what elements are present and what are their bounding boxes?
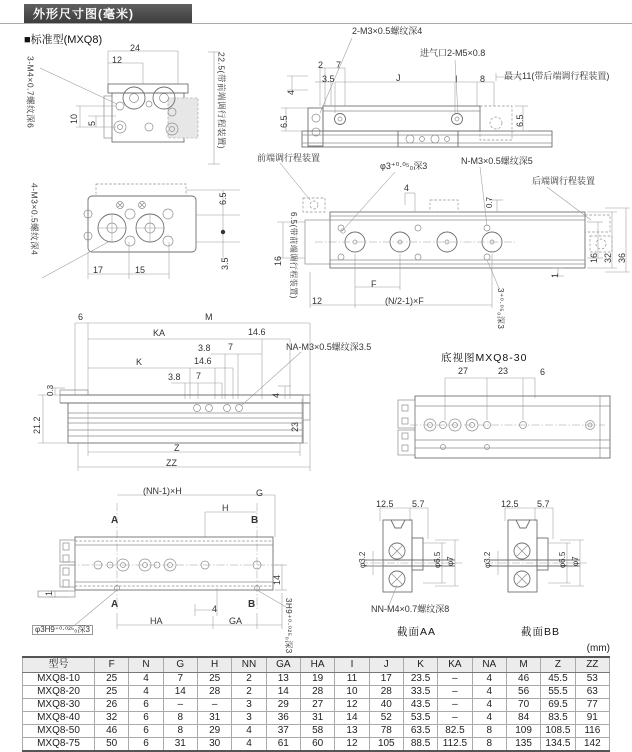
column-header: K [403, 657, 437, 673]
value-cell: 12 [335, 699, 369, 712]
value-cell: 63 [575, 686, 609, 699]
value-cell: 6 [129, 712, 163, 725]
value-cell: 30 [197, 738, 231, 752]
value-cell: 14 [335, 712, 369, 725]
dim-label: 17 [93, 265, 104, 275]
value-cell: 45.5 [541, 673, 575, 686]
value-cell: 108.5 [541, 725, 575, 738]
dim-label: 10 [69, 113, 79, 124]
value-cell: 2 [232, 673, 266, 686]
value-cell: – [438, 673, 472, 686]
end-view-drawing [20, 44, 270, 172]
value-cell: 26 [95, 699, 129, 712]
column-header: H [197, 657, 231, 673]
value-cell: 63.5 [403, 725, 437, 738]
dim-label: 6 [78, 312, 84, 322]
rear-adjuster-note: 后端调行程装置 [532, 176, 596, 186]
value-cell: 134.5 [541, 738, 575, 752]
dim-label: 14.6 [194, 356, 212, 366]
value-cell: 3 [232, 699, 266, 712]
section-marker: B [248, 599, 256, 610]
drawing-title: 底视图MXQ8-30 [441, 352, 528, 364]
value-cell: 29 [266, 699, 300, 712]
value-cell: 4 [472, 712, 506, 725]
dim-label: 14.6 [248, 327, 266, 337]
side-view-drawing [275, 25, 632, 170]
value-cell: 2 [232, 686, 266, 699]
value-cell: 56 [506, 686, 540, 699]
dim-label: 3.8 [168, 372, 181, 382]
value-cell: 4 [232, 738, 266, 752]
dim-label: 5.7 [412, 499, 425, 509]
column-header: HA [300, 657, 334, 673]
value-cell: 53.5 [403, 712, 437, 725]
column-header: N [129, 657, 163, 673]
value-cell: 12 [335, 738, 369, 752]
dim-label: 12.5 [501, 499, 519, 509]
value-cell: 116 [575, 725, 609, 738]
value-cell: 13 [335, 725, 369, 738]
value-cell: 28 [300, 686, 334, 699]
dim-label: 6.5 [218, 192, 228, 205]
table-row [23, 699, 610, 712]
value-cell: 8 [472, 725, 506, 738]
value-cell: 31 [300, 712, 334, 725]
table-row [23, 738, 610, 752]
value-cell: 82.5 [438, 725, 472, 738]
column-header: KA [438, 657, 472, 673]
value-cell: 13 [266, 673, 300, 686]
value-cell: 17 [369, 673, 403, 686]
dim-label: 32 [603, 252, 613, 263]
value-cell: 142 [575, 738, 609, 752]
value-cell: 28 [369, 686, 403, 699]
dim-label: 6 [540, 367, 546, 377]
dim-label: G [256, 488, 264, 498]
dim-label: 1 [550, 272, 560, 278]
table-row [23, 686, 610, 699]
dim-label: 12 [312, 296, 323, 306]
column-header: GA [266, 657, 300, 673]
value-cell: 112.5 [438, 738, 472, 752]
length-view-drawing [25, 310, 375, 478]
value-cell: 14 [163, 686, 197, 699]
column-header: NN [232, 657, 266, 673]
dim-label: 1 [44, 590, 54, 596]
dim-label: 4 [286, 89, 296, 95]
value-cell: 77 [575, 699, 609, 712]
dim-label: M [205, 312, 213, 322]
header-rule [0, 23, 632, 24]
value-cell: 14 [266, 686, 300, 699]
value-cell: 83.5 [541, 712, 575, 725]
value-cell: 78 [369, 725, 403, 738]
dim-label: 3.5 [220, 257, 230, 270]
dim-label: ZZ [166, 458, 177, 468]
value-cell: 40 [369, 699, 403, 712]
value-cell: 28 [197, 686, 231, 699]
thread-note: 3-M4×0.7螺纹深6 [25, 56, 36, 129]
value-cell: 55.5 [541, 686, 575, 699]
dim-label: 0.3 [46, 384, 55, 396]
dim-label: (NN-1)×H [143, 486, 182, 496]
thread-note: 2-M3×0.5螺纹深4 [352, 26, 423, 36]
spec-table [22, 656, 610, 752]
column-header: ZZ [575, 657, 609, 673]
dim-label: 2 [318, 60, 324, 70]
value-cell: 6 [129, 699, 163, 712]
dim-label: φ6.5 [558, 551, 567, 568]
dim-label: 7 [336, 60, 342, 70]
hole-note: φ3⁺⁰·⁰⁵₀深3 [380, 161, 428, 171]
dim-label: Z [174, 443, 180, 453]
value-cell: 11 [335, 673, 369, 686]
value-cell: 4 [232, 725, 266, 738]
value-cell: 109 [506, 725, 540, 738]
dim-label: (N/2-1)×F [385, 296, 424, 306]
dim-label: 6.5 [279, 115, 289, 128]
key-note: 3H9⁺⁰·⁰²⁵₀深3 [284, 598, 293, 654]
page-title: 外形尺寸图(毫米) [33, 7, 134, 21]
value-cell: 88.5 [403, 738, 437, 752]
dim-label: 22.5(带前端调行程装置) [216, 52, 227, 150]
section-caption: 截面BB [521, 626, 561, 638]
value-cell: 8 [472, 738, 506, 752]
value-cell: – [197, 699, 231, 712]
value-cell: 70 [506, 699, 540, 712]
dim-label: I [455, 74, 458, 84]
value-cell: 4 [472, 686, 506, 699]
model-cell: MXQ8-20 [23, 686, 95, 699]
dim-label: GA [229, 616, 243, 626]
value-cell: 50 [95, 738, 129, 752]
column-header: G [163, 657, 197, 673]
value-cell: – [438, 699, 472, 712]
value-cell: 105 [369, 738, 403, 752]
sections-drawing [355, 495, 632, 645]
dim-label: 4 [212, 604, 218, 614]
thread-note: 4-M3×0.5螺纹深4 [29, 183, 40, 256]
thread-note: N-M3×0.5螺纹深5 [461, 156, 533, 166]
dim-label: 4 [271, 392, 281, 398]
table-header-row [23, 657, 610, 673]
value-cell: 31 [197, 712, 231, 725]
dim-label: H [222, 503, 229, 513]
dim-label: F [371, 279, 377, 289]
dim-label: φ6.5 [433, 551, 442, 568]
column-header: Z [541, 657, 575, 673]
dim-label: KA [153, 328, 166, 338]
value-cell: 4 [472, 673, 506, 686]
dim-label: 36 [617, 252, 627, 263]
dim-label: 14 [272, 574, 282, 585]
value-cell: – [438, 712, 472, 725]
value-cell: 43.5 [403, 699, 437, 712]
value-cell: 46 [506, 673, 540, 686]
value-cell: 135 [506, 738, 540, 752]
dim-label: HA [150, 616, 163, 626]
dim-label: φ7 [446, 556, 455, 566]
dim-label: 6.5 [515, 114, 525, 127]
front-adjuster-note: 前端调行程装置 [257, 153, 321, 163]
value-cell: 32 [95, 712, 129, 725]
column-header: J [369, 657, 403, 673]
value-cell: 25 [95, 686, 129, 699]
value-cell: 23.5 [403, 673, 437, 686]
dim-label: J [396, 73, 401, 83]
value-cell: 61 [266, 738, 300, 752]
hole-note: φ3H9⁺⁰·⁰²⁵₀深3 [32, 625, 93, 635]
value-cell: 46 [95, 725, 129, 738]
value-cell: 52 [369, 712, 403, 725]
bottom-view-30-drawing [395, 348, 632, 466]
value-cell: 10 [335, 686, 369, 699]
dim-label: 8 [480, 74, 486, 84]
value-cell: 33.5 [403, 686, 437, 699]
dim-label: 23 [290, 421, 300, 432]
value-cell: 19 [300, 673, 334, 686]
model-cell: MXQ8-40 [23, 712, 95, 725]
model-cell: MXQ8-75 [23, 738, 95, 752]
value-cell: – [438, 686, 472, 699]
dim-label: 24 [130, 43, 141, 53]
max-note: 最大11(带后端调行程装置) [504, 71, 610, 81]
value-cell: 4 [129, 673, 163, 686]
dim-label: 3.8 [198, 343, 211, 353]
dim-label: 7 [196, 371, 202, 381]
dim-label: 5.7 [537, 499, 550, 509]
value-cell: 31 [163, 738, 197, 752]
value-cell: 53 [575, 673, 609, 686]
unit-note: (mm) [586, 643, 610, 654]
dim-label: 12.5 [376, 499, 394, 509]
section-marker: A [111, 515, 119, 526]
table-view-drawing [20, 175, 270, 315]
value-cell: 8 [163, 725, 197, 738]
table-row [23, 673, 610, 686]
dim-label: 7 [228, 342, 234, 352]
column-header: M [506, 657, 540, 673]
model-subtitle: ■标准型(MXQ8) [24, 34, 103, 46]
value-cell: 84 [506, 712, 540, 725]
dim-label: K [136, 357, 143, 367]
value-cell: 7 [163, 673, 197, 686]
dim-label: 0.7 [485, 196, 494, 208]
section-marker: B [251, 515, 259, 526]
section-title-bar [24, 4, 192, 23]
dim-label: 16 [589, 252, 599, 263]
value-cell: 36 [266, 712, 300, 725]
dim-label: 21.2 [32, 416, 42, 434]
value-cell: 25 [95, 673, 129, 686]
dim-label: 27 [458, 366, 469, 376]
value-cell: 25 [197, 673, 231, 686]
value-cell: 3 [232, 712, 266, 725]
value-cell: 37 [266, 725, 300, 738]
table-row [23, 725, 610, 738]
thread-note: NN-M4×0.7螺纹深8 [371, 604, 450, 614]
dim-label: 3.5 [322, 74, 335, 84]
value-cell: 6 [129, 738, 163, 752]
value-cell: 27 [300, 699, 334, 712]
value-cell: 6 [129, 725, 163, 738]
key-note: 3⁺⁰·⁰⁵₀深3 [496, 288, 505, 330]
dim-label: φ7 [571, 556, 580, 566]
model-cell: MXQ8-10 [23, 673, 95, 686]
value-cell: 4 [472, 699, 506, 712]
section-marker: A [111, 599, 119, 610]
column-header: 型号 [23, 657, 95, 673]
dim-label: 4 [404, 183, 410, 193]
column-header: NA [472, 657, 506, 673]
model-cell: MXQ8-50 [23, 725, 95, 738]
value-cell: 8 [163, 712, 197, 725]
dim-label: 16 [273, 255, 283, 266]
dim-label: 12 [112, 55, 123, 65]
dim-label: φ3.2 [358, 551, 367, 568]
dim-label: 6.5(带前端调行程装置) [289, 212, 298, 299]
value-cell: 60 [300, 738, 334, 752]
model-cell: MXQ8-30 [23, 699, 95, 712]
value-cell: 91 [575, 712, 609, 725]
table-row [23, 712, 610, 725]
dim-label: 23 [498, 366, 509, 376]
dim-label: 5 [87, 120, 97, 126]
value-cell: – [163, 699, 197, 712]
column-header: I [335, 657, 369, 673]
thread-note: NA-M3×0.5螺纹深3.5 [286, 342, 372, 352]
port-note: 进气口2-M5×0.8 [420, 48, 486, 58]
value-cell: 69.5 [541, 699, 575, 712]
dim-label: 15 [135, 265, 146, 275]
value-cell: 4 [129, 686, 163, 699]
section-caption: 截面AA [397, 626, 437, 638]
dim-label: φ3.2 [483, 551, 492, 568]
value-cell: 58 [300, 725, 334, 738]
value-cell: 29 [197, 725, 231, 738]
column-header: F [95, 657, 129, 673]
